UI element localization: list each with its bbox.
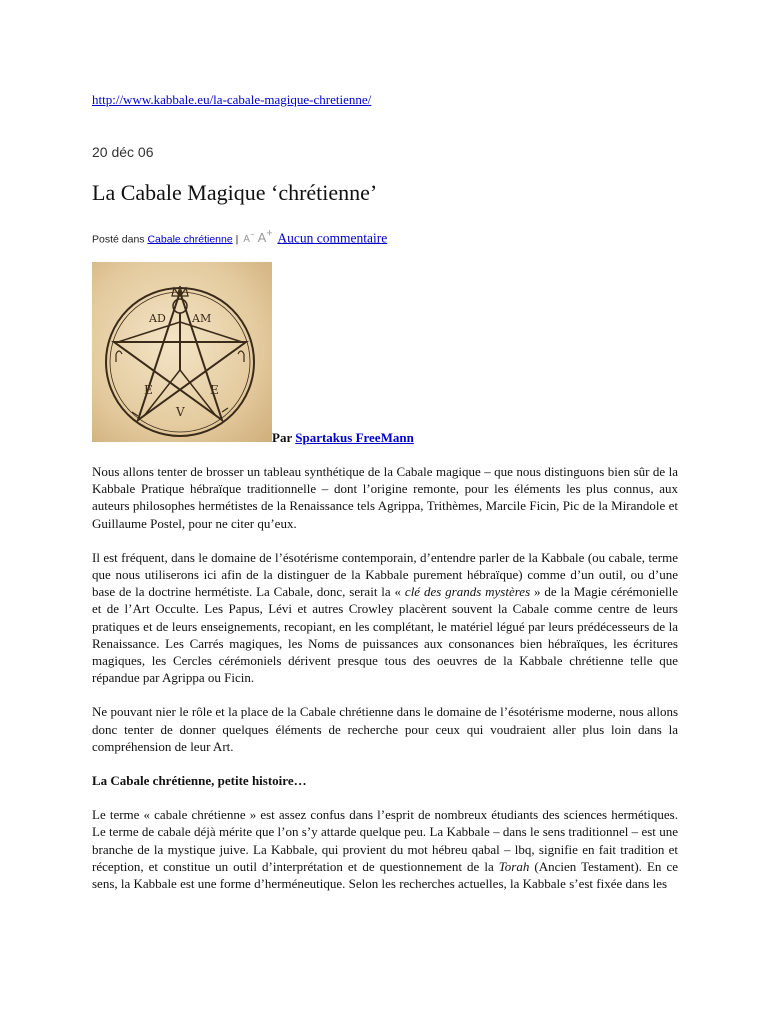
- paragraph-4-emphasis: Torah: [498, 858, 530, 874]
- article-title: La Cabale Magique ‘chrétienne’: [92, 180, 378, 205]
- paragraph-2: Il est fréquent, dans le domaine de l’ésotérisme contemporain, d’entendre parler de la Kabbale (ou cabale, terme que nous utiliserons ici afin de la distinguer de la Kabbale purement hébraïque) comme d’un outil, ou d’une base de la doctrine hermétiste. La Cabale, donc, serait la « clé des grands mystères » de la Magie cérémonielle et de l’Art Occulte. Les Papus, Lévi et autres Crowley placèrent souvent la Cabale comme centre de leurs pratiques et de leurs enseignements, recopiant, en les complétant, le matériel légué par leurs prédécesseurs de la Renaissance. Les Carrés magiques, les Noms de puissances aux consonances bien hébraïques, les écritures magiques, les Cercles cérémoniels dérivent presque tous des oeuvres de la Kabbale chrétienne telle que répandue par Agrippa ou Ficin.: [92, 549, 678, 686]
- posted-in-label: Posté dans: [92, 233, 145, 246]
- pentagram-adam-eve-icon: [92, 262, 272, 442]
- font-size-controls: [243, 228, 275, 246]
- letter-top-right: AM: [192, 312, 212, 325]
- letter-top-left: AD: [149, 312, 166, 325]
- byline: [272, 430, 414, 446]
- post-meta: [92, 228, 387, 246]
- paragraph-1: Nous allons tenter de brosser un tableau synthétique de la Cabale magique – que nous distinguons bien sûr de la Kabbale Pratique hébraïque traditionnelle – dont l’origine remonte, pour les éléments les plus connus, aux auteurs philosophes hermétistes de la Renaissance tels Agrippa, Trithèmes, Marcile Ficin, Pic de la Mirandole et Guillaume Postel, pour ne citer qu’eux.: [92, 464, 678, 531]
- source-link[interactable]: http://www.kabbale.eu/la-cabale-magique-chretienne/: [92, 92, 372, 107]
- author-link[interactable]: Spartakus FreeMann: [295, 430, 414, 445]
- paragraph-2-emphasis: clé des grands mystères: [404, 584, 531, 600]
- category-link[interactable]: Cabale chrétienne: [147, 233, 233, 246]
- byline-prefix: Par: [272, 430, 292, 445]
- paragraph-4: Le terme « cabale chrétienne » est assez confus dans l’esprit de nombreux étudiants des sciences hermétiques. Le terme de cabale déjà mérite que l’on s’y attarde quelque peu. La Kabbale – dans le sens traditionnel – est une branche de la mystique juive. La Kabbale, qui provient du mot hébreu qabal – lbq, signifie en fait tradition et réception, et constitue un outil d’interprétation et de questionnement de la Torah (Ancien Testament). En ce sens, la Kabbale est une forme d’herméneutique. Selon les recherches actuelles, la Kabbale s’est fixée dans les: [92, 807, 678, 892]
- post-date: 20 déc 06: [92, 144, 154, 160]
- section-heading: La Cabale chrétienne, petite histoire…: [92, 773, 307, 789]
- meta-separator: |: [235, 233, 239, 246]
- article-body: [92, 463, 678, 909]
- letter-mid-right: E: [210, 383, 219, 397]
- paragraph-3: Ne pouvant nier le rôle et la place de la Cabale chrétienne dans le domaine de l’ésotérisme moderne, nous allons donc tenter de donner quelques éléments de recherche pour ceux qui voudraient aller plus loin dans la compréhension de leur Art.: [92, 704, 678, 754]
- font-smaller-button[interactable]: A−: [243, 230, 255, 246]
- letter-bottom: V: [176, 405, 185, 419]
- letter-mid-left: E: [144, 383, 153, 397]
- font-larger-button[interactable]: A+: [257, 228, 273, 246]
- comments-link[interactable]: Aucun commentaire: [277, 230, 388, 246]
